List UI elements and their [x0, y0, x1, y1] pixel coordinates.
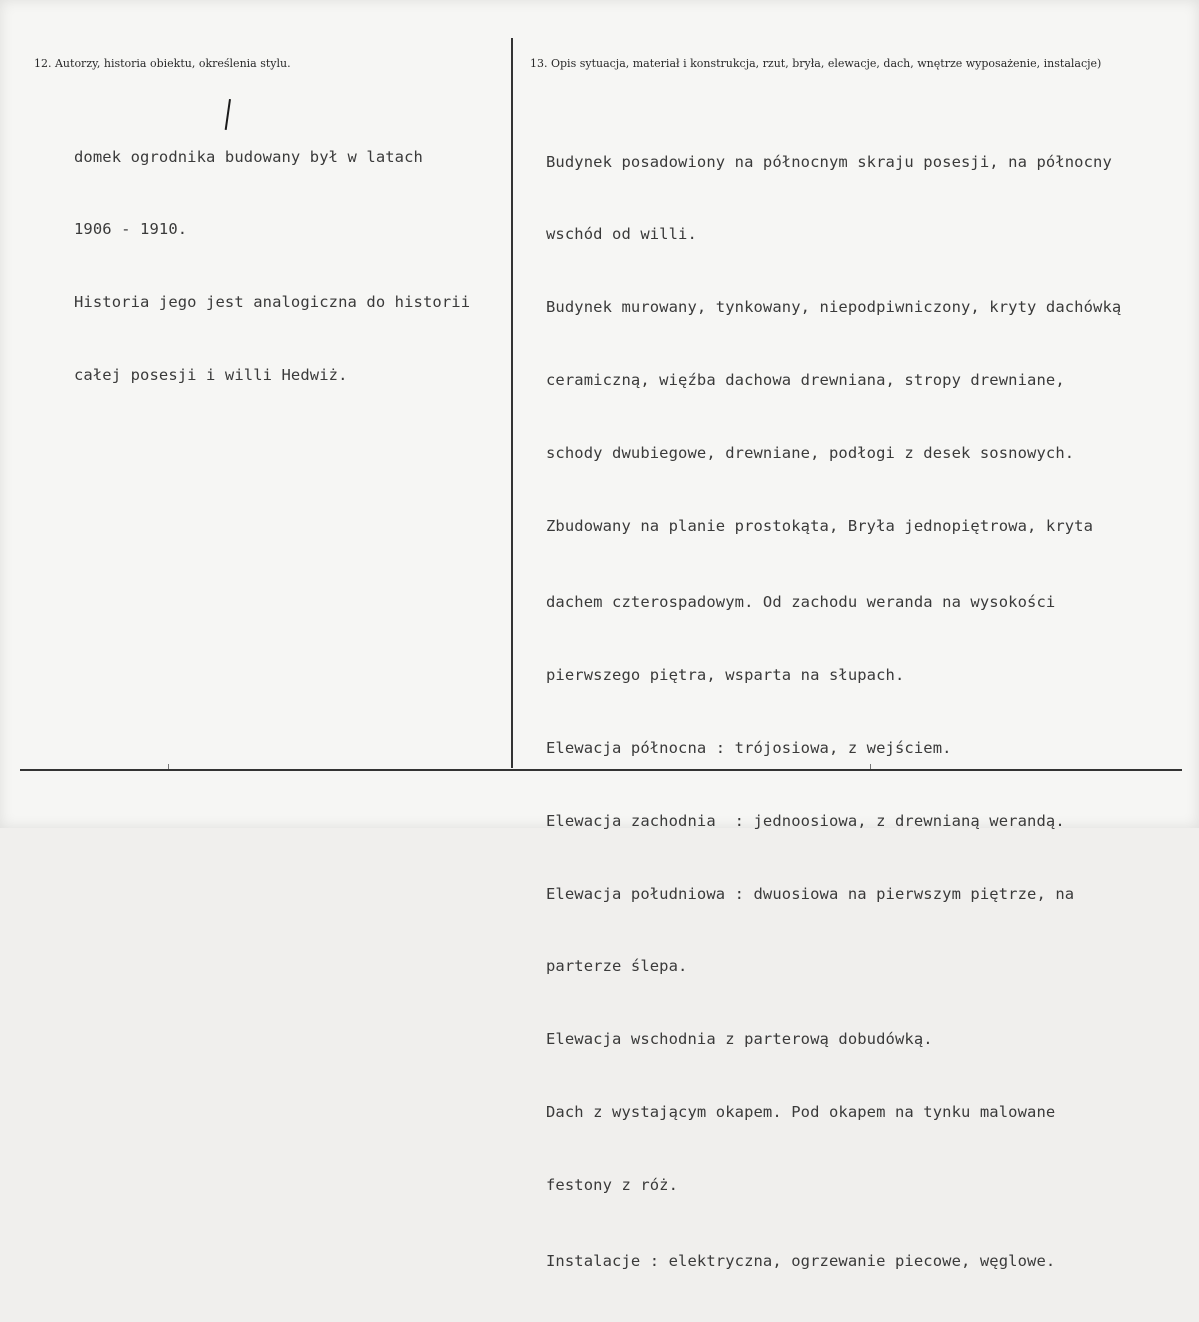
text-line: Elewacja południowa : dwuosiowa na pierwszym piętrze, na	[546, 884, 1075, 903]
text-line: całej posesji i willi Hedwiż.	[74, 366, 348, 385]
text-line: Elewacja wschodnia z parterową dobudówką.	[546, 1030, 933, 1049]
text-line: Elewacja zachodnia : jednoosiowa, z drewnianą werandą.	[546, 811, 1065, 830]
text-line: Elewacja północna : trójosiowa, z wejściem.	[546, 738, 952, 757]
section-12-text	[74, 96, 510, 436]
section-13-text	[546, 101, 1186, 1322]
text-line: Historia jego jest analogiczna do historii	[74, 293, 471, 312]
column-divider	[511, 38, 513, 768]
text-line: 1906 - 1910.	[74, 220, 188, 239]
text-line: Instalacje : elektryczna, ogrzewanie piecowe, węglowe.	[546, 1251, 1056, 1270]
text-line: schody dwubiegowe, drewniane, podłogi z desek sosnowych.	[546, 444, 1075, 463]
text-line: ceramiczną, więźba dachowa drewniana, stropy drewniane,	[546, 371, 1065, 390]
text-line: parterze ślepa.	[546, 957, 688, 976]
text-line: Dach z wystającym okapem. Pod okapem na tynku malowane	[546, 1103, 1056, 1122]
text-line: dachem czterospadowym. Od zachodu weranda na wysokości	[546, 592, 1056, 611]
text-line: pierwszego piętra, wsparta na słupach.	[546, 665, 905, 684]
text-line: domek ogrodnika budowany był w latach	[74, 147, 423, 166]
text-line: Budynek posadowiony na północnym skraju posesji, na północny	[546, 152, 1112, 171]
section-12-heading: 12. Autorzy, historia obiektu, określenia stylu.	[34, 57, 291, 70]
text-line: Budynek murowany, tynkowany, niepodpiwniczony, kryty dachówką	[546, 298, 1122, 317]
text-line: Zbudowany na planie prostokąta, Bryła jednopiętrowa, kryta	[546, 517, 1094, 536]
text-line: wschód od willi.	[546, 225, 697, 244]
section-13-heading: 13. Opis sytuacja, materiał i konstrukcja, rzut, bryła, elewacje, dach, wnętrze wyposażenie, instalacje)	[530, 57, 1102, 70]
text-line: festony z róż.	[546, 1176, 679, 1195]
rule-tick	[168, 764, 169, 769]
